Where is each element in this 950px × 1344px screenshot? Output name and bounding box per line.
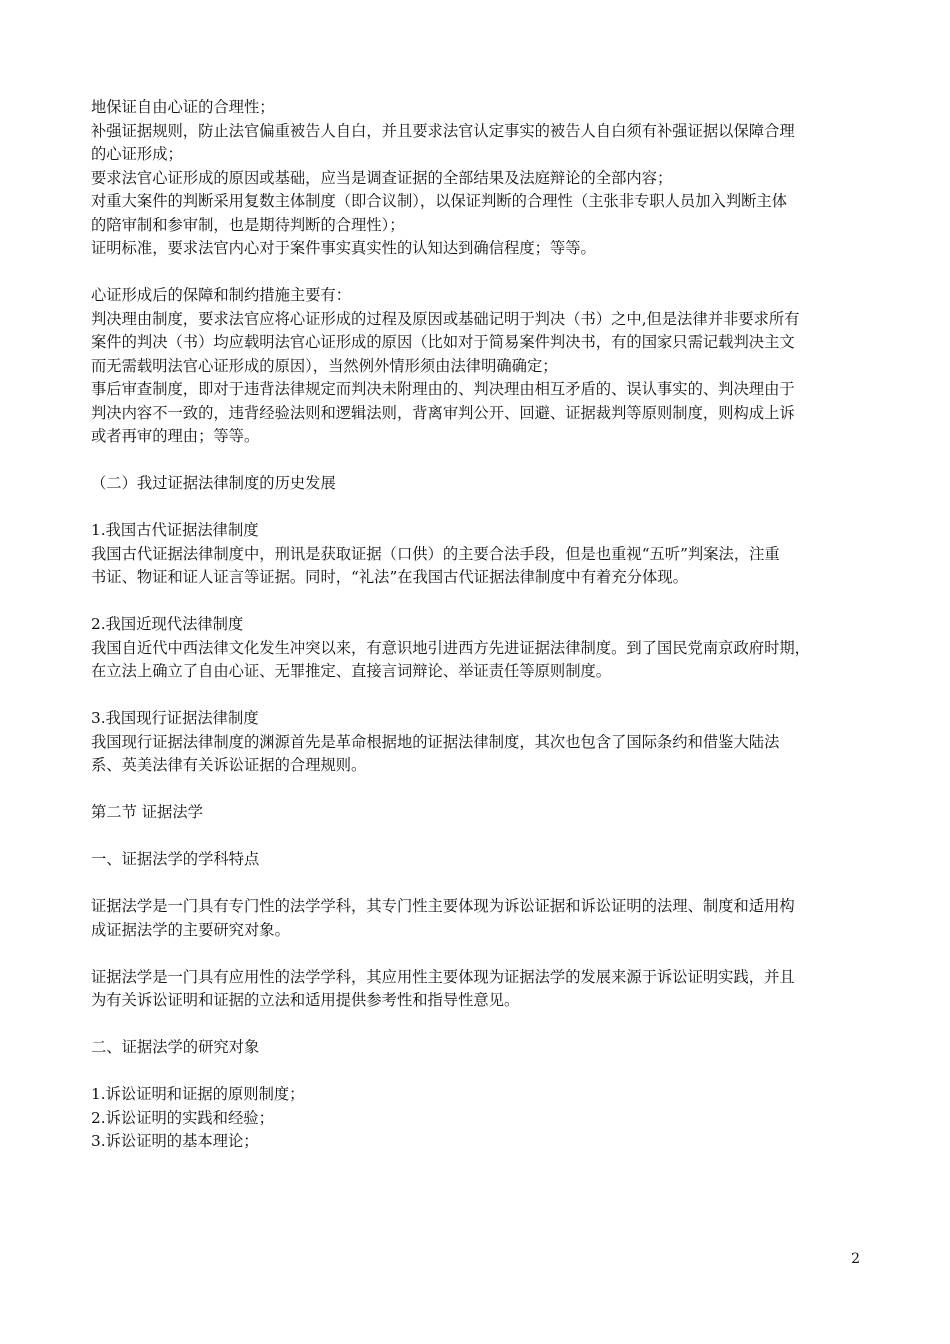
text-line: 3.我国现行证据法律制度 [91, 709, 259, 727]
text-line: 2.诉讼证明的实践和经验； [91, 1108, 274, 1127]
text-line: 的心证形成； [91, 145, 183, 163]
text-line: 1.我国古代证据法律制度 [91, 521, 259, 539]
text-line: 我国古代证据法律制度中，刑讯是获取证据（口供）的主要合法手段，但是也重视“五听”判案法，注重 [91, 544, 780, 563]
text-line: 1.诉讼证明和证据的原则制度； [91, 1085, 305, 1103]
blank-line [91, 261, 863, 285]
text-line: 二、证据法学的研究对象 [91, 1038, 260, 1056]
blank-line [91, 496, 863, 520]
blank-line [91, 872, 863, 896]
text-line: 要求法官心证形成的原因或基础，应当是调查证据的全部结果及法庭辩论的全部内容； [91, 168, 673, 187]
text-line: 第二节 证据法学 [91, 803, 203, 821]
text-line: 系、英美法律有关诉讼证据的合理规则。 [91, 756, 367, 774]
page-number: 2 [851, 1251, 860, 1267]
blank-line [91, 590, 863, 614]
blank-line [91, 942, 863, 966]
text-line: 3.诉讼证明的基本理论； [91, 1132, 259, 1150]
blank-line [91, 1013, 863, 1037]
text-line: 证明标准，要求法官内心对于案件事实真实性的认知达到确信程度；等等。 [91, 239, 596, 257]
text-line: 证据法学是一门具有应用性的法学学科，其应用性主要体现为证据法学的发展来源于诉讼证明实践，并且 [91, 967, 795, 986]
blank-line [91, 1060, 863, 1084]
text-line: 我国现行证据法律制度的渊源首先是革命根据地的证据法律制度，其次也包含了国际条约和借鉴大陆法 [91, 732, 780, 751]
text-line: 2.我国近现代法律制度 [91, 615, 244, 633]
text-line: 事后审查制度，即对于违背法律规定而判决未附理由的、判决理由相互矛盾的、误认事实的、判决理由于 [91, 380, 795, 398]
document-body [91, 96, 863, 1154]
blank-line [91, 449, 863, 473]
text-line: 一、证据法学的学科特点 [91, 850, 260, 868]
text-line: 书证、物证和证人证言等证据。同时，“礼法”在我国古代证据法律制度中有着充分体现。 [91, 568, 688, 586]
text-line: 心证形成后的保障和制约措施主要有： [91, 286, 352, 304]
text-line: 案件的判决（书）均应载明法官心证形成的原因（比如对于简易案件判决书，有的国家只需记载判决主文 [91, 333, 795, 351]
text-line: 在立法上确立了自由心证、无罪推定、直接言词辩论、举证责任等原则制度。 [91, 662, 612, 680]
text-line: 为有关诉讼证明和证据的立法和适用提供参考性和指导性意见。 [91, 991, 520, 1009]
text-line: 证据法学是一门具有专门性的法学学科，其专门性主要体现为诉讼证据和诉讼证明的法理、制度和适用构 [91, 897, 795, 915]
text-line: 我国自近代中西法律文化发生冲突以来，有意识地引进西方先进证据法律制度。到了国民党南京政府时期， [91, 638, 810, 657]
text-line: 对重大案件的判断采用复数主体制度（即合议制），以保证判断的合理性（主张非专职人员加入判断主体 [91, 192, 788, 210]
blank-line [91, 778, 863, 802]
blank-line [91, 684, 863, 708]
text-line: 或者再审的理由；等等。 [91, 427, 260, 445]
text-line: 的陪审制和参审制，也是期待判断的合理性）； [91, 215, 405, 234]
text-line: （二）我过证据法律制度的历史发展 [91, 474, 336, 492]
text-line: 成证据法学的主要研究对象。 [91, 920, 290, 939]
text-line: 地保证自由心证的合理性； [91, 98, 275, 116]
blank-line [91, 825, 863, 849]
text-line: 判决理由制度，要求法官应将心证形成的过程及原因或基础记明于判决（书）之中,但是法律并非要求所有 [91, 309, 800, 328]
text-line: 判决内容不一致的，违背经验法则和逻辑法则，背离审判公开、回避、证据裁判等原则制度，则构成上诉 [91, 403, 795, 422]
text-line: 而无需载明法官心证形成的原因），当然例外情形须由法律明确确定； [91, 356, 558, 375]
text-line: 补强证据规则，防止法官偏重被告人自白，并且要求法官认定事实的被告人自白须有补强证据以保障合理 [91, 121, 795, 140]
